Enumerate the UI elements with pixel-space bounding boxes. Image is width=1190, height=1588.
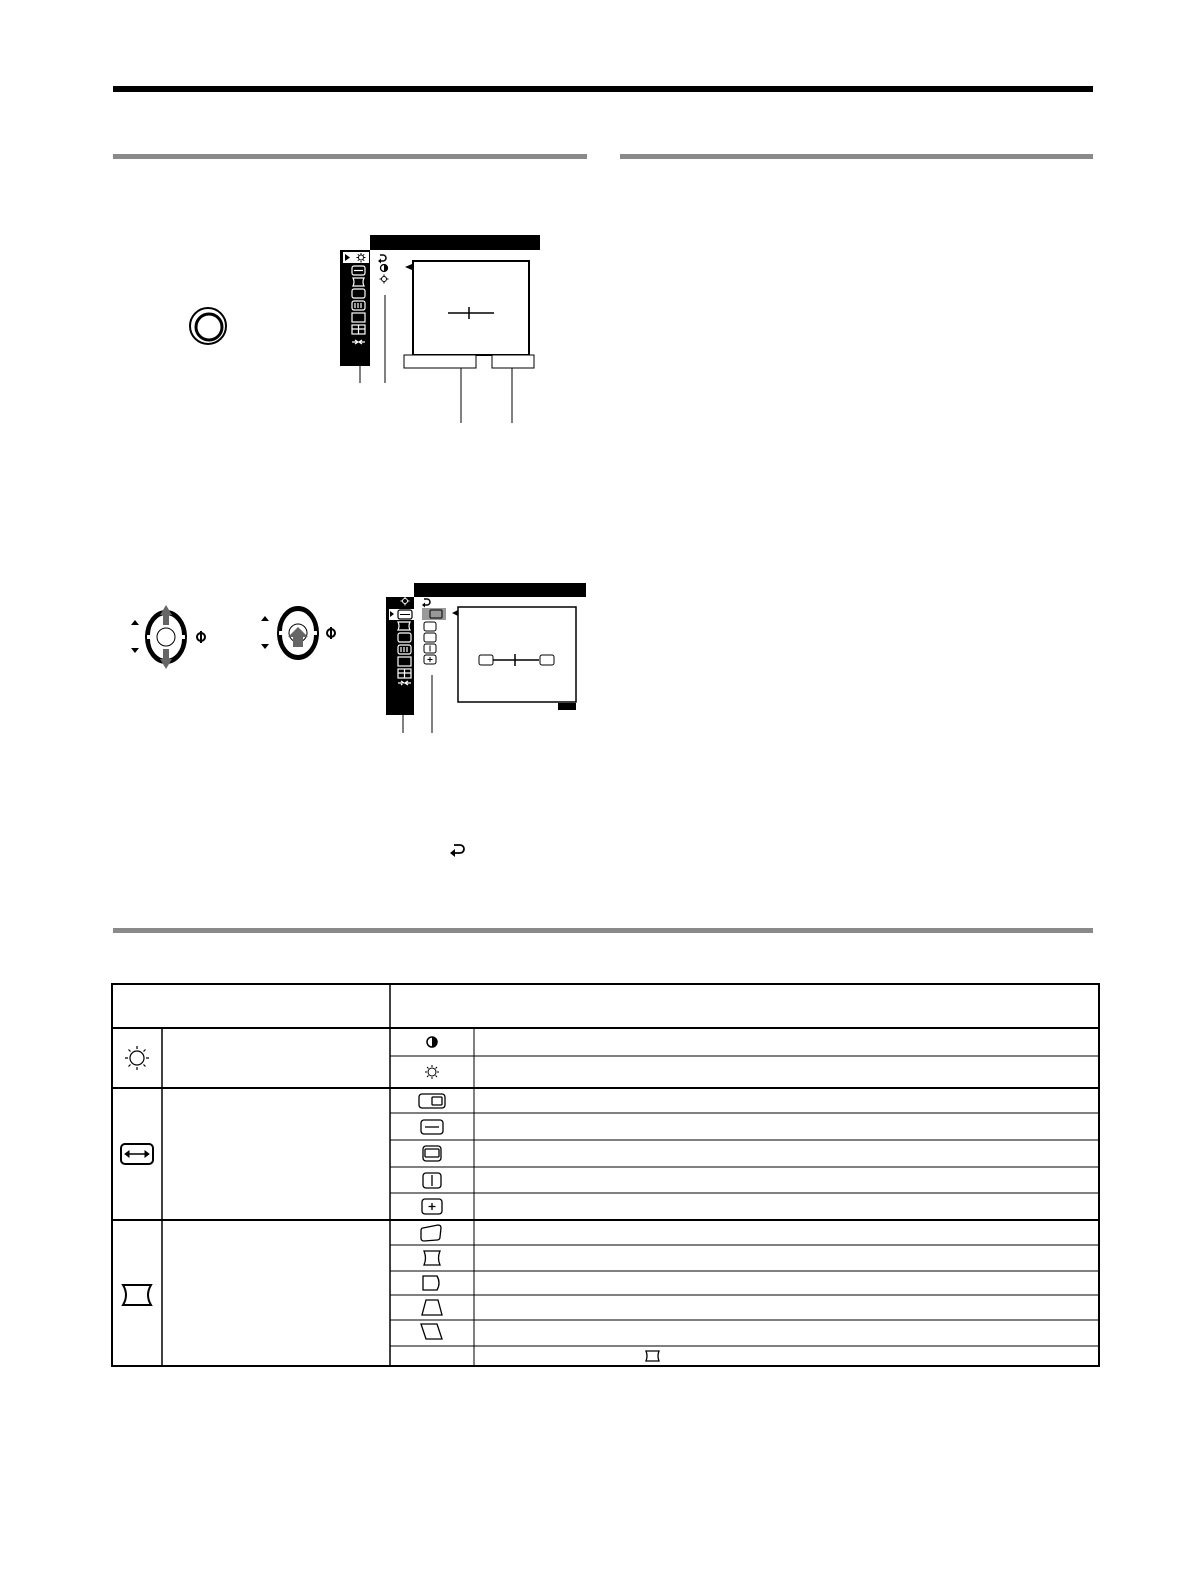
trapezoid-icon — [422, 1300, 442, 1315]
return-symbol-icon — [448, 842, 468, 860]
menu-button-icon[interactable] — [188, 306, 230, 348]
pincushion-icon — [424, 1251, 440, 1265]
osd-menu-1 — [340, 235, 540, 430]
brightness-icon-2 — [380, 275, 389, 284]
return-icon — [422, 599, 430, 608]
osd-menu-2 — [386, 583, 586, 743]
zoom-icon — [422, 1199, 442, 1214]
geometry-group-icon — [123, 1285, 151, 1305]
v-center-icon — [424, 633, 436, 642]
v-center-icon — [423, 1146, 441, 1161]
parallelogram-icon — [421, 1324, 442, 1339]
v-size-icon — [423, 1173, 441, 1188]
h-center-icon — [419, 1094, 445, 1108]
h-size-icon — [421, 1120, 443, 1134]
size-center-group-icon — [121, 1144, 153, 1164]
contrast-icon — [381, 265, 388, 272]
contrast-icon — [427, 1037, 437, 1047]
brightness-group-icon — [125, 1046, 149, 1070]
joystick-up-down[interactable] — [118, 600, 218, 675]
adjustment-table — [112, 984, 1099, 1366]
pin-balance-icon — [423, 1276, 439, 1290]
brightness-icon — [425, 1065, 439, 1079]
top-rule — [113, 86, 1093, 92]
joystick-press[interactable] — [252, 600, 352, 675]
return-icon — [378, 255, 386, 264]
section-rule-table — [113, 928, 1093, 933]
pincushion-inline-icon — [646, 1351, 659, 1361]
section-rule-right — [620, 154, 1093, 159]
rotation-icon — [421, 1225, 441, 1241]
h-size-icon — [424, 622, 436, 631]
section-rule-left — [113, 154, 587, 159]
